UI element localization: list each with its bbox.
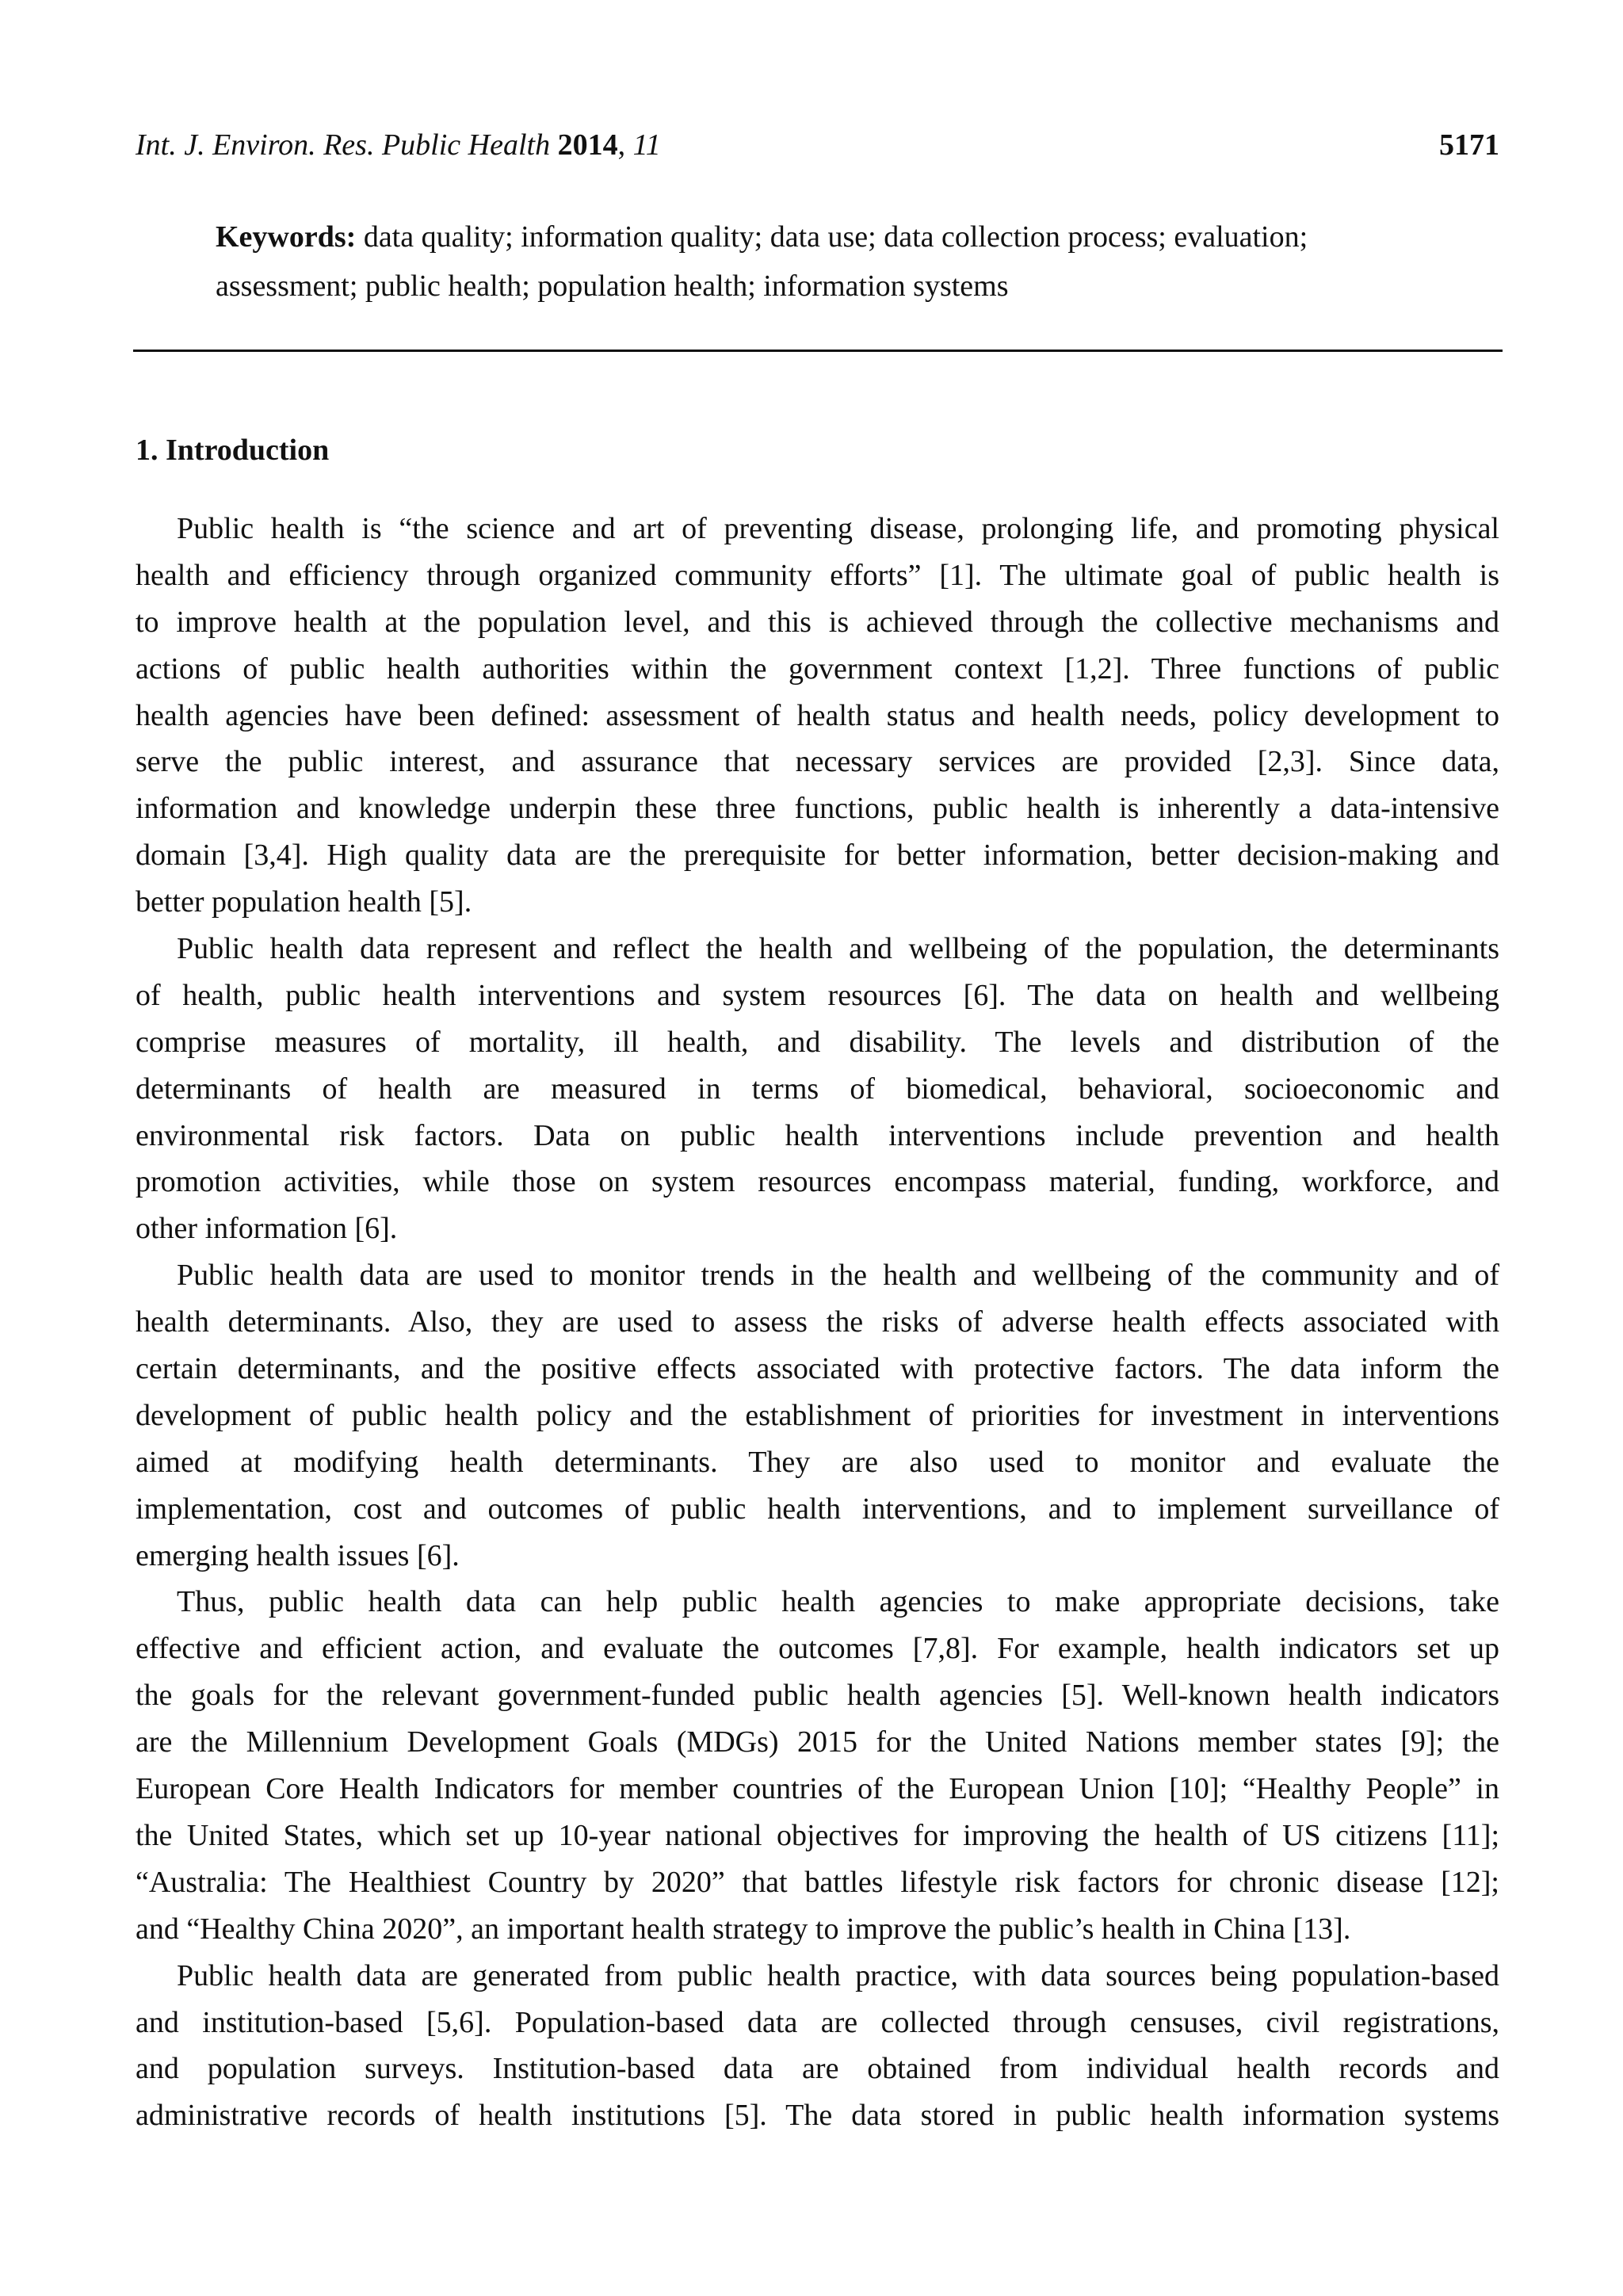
text-line: and “Healthy China 2020”, an important health strategy to improve the public’s health in China [13].	[136, 1912, 1351, 1946]
keywords-label: Keywords:	[216, 220, 357, 254]
text-line: emerging health issues [6].	[136, 1538, 460, 1572]
text-line: health agencies have been defined: assessment of health status and health needs, policy development to	[136, 698, 1499, 732]
text-line: Public health is “the science and art of preventing disease, prolonging life, and promoting physical	[177, 512, 1499, 545]
keywords-line-1: data quality; information quality; data use; data collection process; evaluation;	[363, 220, 1308, 254]
text-line: actions of public health authorities within the government context [1,2]. Three functions of public	[136, 651, 1499, 686]
body-text	[136, 506, 1499, 2139]
text-line: determinants of health are measured in terms of biomedical, behavioral, socioeconomic and	[136, 1072, 1499, 1106]
text-line: information and knowledge underpin these three functions, public health is inherently a data-intensive	[136, 792, 1499, 826]
text-line: comprise measures of mortality, ill health, and disability. The levels and distribution of the	[136, 1025, 1499, 1059]
keywords-block	[216, 212, 1436, 311]
text-line: and population surveys. Institution-based data are obtained from individual health records and	[136, 2052, 1499, 2086]
text-line: European Core Health Indicators for member countries of the European Union [10]; “Healthy People” in	[136, 1772, 1499, 1806]
running-header	[136, 125, 1499, 165]
section-heading: 1. Introduction	[136, 434, 330, 467]
text-line: aimed at modifying health determinants. They are also used to monitor and evaluate the	[136, 1445, 1499, 1479]
text-line: and institution-based [5,6]. Population-based data are collected through censuses, civil registrations,	[136, 2005, 1499, 2039]
text-line: other information [6].	[136, 1212, 398, 1246]
text-line: administrative records of health institutions [5]. The data stored in public health information systems	[136, 2099, 1499, 2133]
paragraph	[136, 926, 1499, 1252]
text-line: the United States, which set up 10-year national objectives for improving the health of US citizens [11];	[136, 1818, 1499, 1852]
text-line: certain determinants, and the positive effects associated with protective factors. The data inform the	[136, 1352, 1499, 1386]
separator: ,	[617, 128, 633, 162]
paragraph	[136, 1252, 1499, 1579]
text-line: implementation, cost and outcomes of public health interventions, and to implement surveillance of	[136, 1492, 1499, 1526]
text-line: effective and efficient action, and evaluate the outcomes [7,8]. For example, health indicators set up	[136, 1632, 1499, 1666]
text-line: “Australia: The Healthiest Country by 2020” that battles lifestyle risk factors for chronic disease [12];	[136, 1865, 1499, 1899]
text-line: are the Millennium Development Goals (MDGs) 2015 for the United Nations member states [9]; the	[136, 1725, 1499, 1759]
text-line: Public health data are used to monitor trends in the health and wellbeing of the community and of	[177, 1259, 1499, 1293]
paragraph	[136, 1579, 1499, 1952]
journal-name: Int. J. Environ. Res. Public Health	[136, 128, 551, 162]
paragraph	[136, 506, 1499, 926]
text-line: environmental risk factors. Data on public health interventions include prevention and health	[136, 1118, 1499, 1152]
text-line: serve the public interest, and assurance that necessary services are provided [2,3]. Since data,	[136, 745, 1499, 779]
journal-year: 2014	[557, 128, 618, 162]
text-line: Public health data are generated from public health practice, with data sources being population-based	[177, 1958, 1499, 1992]
text-line: Public health data represent and reflect the health and wellbeing of the population, the determinants	[177, 932, 1499, 966]
section-divider	[133, 350, 1503, 352]
paragraph	[136, 1953, 1499, 2140]
text-line: health determinants. Also, they are used to assess the risks of adverse health effects associated with	[136, 1305, 1499, 1339]
text-line: health and efficiency through organized community efforts” [1]. The ultimate goal of public health is	[136, 558, 1499, 592]
text-line: promotion activities, while those on system resources encompass material, funding, workforce, and	[136, 1165, 1499, 1199]
text-line: development of public health policy and the establishment of priorities for investment in interventions	[136, 1398, 1499, 1432]
text-line: the goals for the relevant government-funded public health agencies [5]. Well-known health indicators	[136, 1679, 1499, 1713]
text-line: better population health [5].	[136, 885, 472, 919]
text-line: domain [3,4]. High quality data are the prerequisite for better information, better decision-making and	[136, 839, 1499, 873]
keywords-line-2: assessment; public health; population health; information systems	[216, 269, 1009, 303]
text-line: Thus, public health data can help public health agencies to make appropriate decisions, take	[177, 1585, 1499, 1619]
text-line: to improve health at the population level, and this is achieved through the collective mechanisms and	[136, 605, 1499, 639]
text-line: of health, public health interventions and system resources [6]. The data on health and wellbeing	[136, 978, 1499, 1012]
page-number: 5171	[1439, 128, 1499, 162]
journal-volume: 11	[632, 128, 661, 162]
